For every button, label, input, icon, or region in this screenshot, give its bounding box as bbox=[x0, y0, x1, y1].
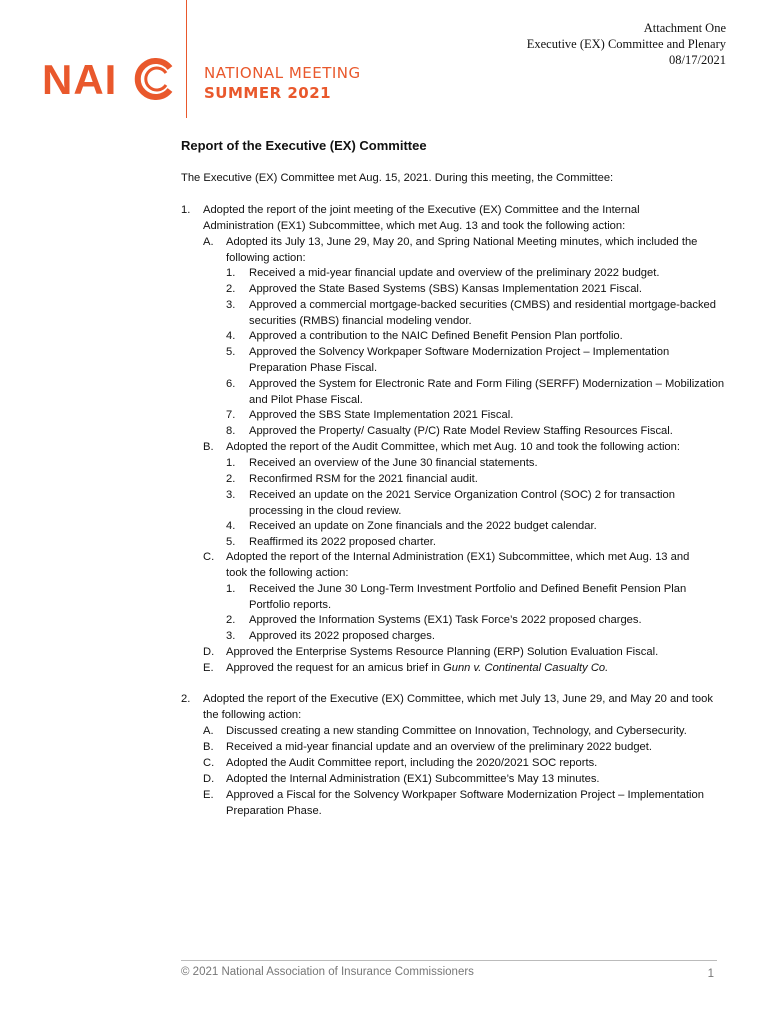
list-marker: E. bbox=[203, 789, 214, 801]
c-swirl-icon bbox=[138, 61, 170, 97]
list-marker: 6. bbox=[226, 378, 236, 390]
header-divider bbox=[186, 0, 187, 118]
list-item-text: Portfolio reports. bbox=[249, 598, 332, 611]
naic-logo-mark bbox=[42, 58, 182, 100]
list-marker: 3. bbox=[226, 299, 236, 311]
list-marker: E. bbox=[203, 662, 214, 674]
list-item-text: Approved the Information Systems (EX1) Task Force’s 2022 proposed charges. bbox=[249, 614, 642, 626]
list-item-text: Received an update on the 2021 Service Organization Control (SOC) 2 for transaction bbox=[249, 489, 675, 501]
list-item-text: Received a mid-year financial update and overview of the preliminary 2022 budget. bbox=[249, 267, 660, 279]
list-item-text: Received the June 30 Long-Term Investment Portfolio and Defined Benefit Pension Plan bbox=[249, 583, 687, 595]
list-item-text: Approved the Property/ Casualty (P/C) Rate Model Review Staffing Resources Fiscal. bbox=[249, 425, 673, 437]
list-marker: 2. bbox=[226, 283, 236, 295]
list-item-text: Approved a Fiscal for the Solvency Workpaper Software Modernization Project – Implementation bbox=[226, 789, 704, 801]
naic-logo bbox=[42, 58, 182, 105]
date-label: 08/17/2021 bbox=[669, 53, 726, 67]
list-marker: 4. bbox=[226, 330, 236, 342]
naic-logo-text: NAI bbox=[42, 58, 118, 100]
list-item-text: Approved the Enterprise Systems Resource Planning (ERP) Solution Evaluation Fiscal. bbox=[226, 646, 659, 658]
list-item-text: following action: bbox=[226, 251, 306, 264]
list-item-text: and Pilot Phase Fiscal. bbox=[249, 393, 363, 406]
list-item-text: processing in the cloud review. bbox=[249, 504, 402, 517]
list-marker: 3. bbox=[226, 489, 236, 501]
list-item-text: Adopted the report of the Internal Administration (EX1) Subcommittee, which met Aug. 13 and bbox=[226, 551, 690, 563]
list-marker: B. bbox=[203, 741, 214, 753]
meeting-line1: NATIONAL MEETING bbox=[204, 64, 361, 82]
list-item-text: Approved its 2022 proposed charges. bbox=[249, 630, 435, 642]
footer-copyright: © 2021 National Association of Insurance Commissioners bbox=[181, 966, 474, 978]
list-item-text: Preparation Phase Fiscal. bbox=[249, 361, 378, 374]
list-item-text: Received a mid-year financial update and an overview of the preliminary 2022 budget. bbox=[226, 741, 652, 753]
list-marker: D. bbox=[203, 646, 215, 658]
list-marker: 5. bbox=[226, 536, 236, 548]
report-title: Report of the Executive (EX) Committee bbox=[181, 138, 427, 153]
list-marker: 5. bbox=[226, 346, 236, 358]
attachment-header bbox=[527, 20, 726, 68]
list-item-text: took the following action: bbox=[226, 566, 349, 579]
list-marker: C. bbox=[203, 757, 215, 769]
committee-label: Executive (EX) Committee and Plenary bbox=[526, 37, 726, 51]
list-marker: B. bbox=[203, 441, 214, 453]
attachment-label: Attachment One bbox=[643, 21, 726, 35]
list-marker: 1. bbox=[226, 583, 236, 595]
list-item-text: Reaffirmed its 2022 proposed charter. bbox=[249, 536, 436, 548]
list-item-text: Adopted its July 13, June 29, May 20, and Spring National Meeting minutes, which included the bbox=[226, 236, 698, 248]
list-marker: C. bbox=[203, 551, 215, 563]
list-item-text: Approved the request for an amicus brief in Gunn v. Continental Casualty Co. bbox=[226, 662, 609, 674]
list-marker: 8. bbox=[226, 425, 236, 437]
list-marker: 7. bbox=[226, 409, 236, 421]
list-item-text: Adopted the Audit Committee report, including the 2020/2021 SOC reports. bbox=[226, 757, 598, 769]
list-marker: 1. bbox=[181, 204, 191, 216]
list-item-text: Approved the SBS State Implementation 2021 Fiscal. bbox=[249, 409, 514, 421]
list-marker: 1. bbox=[226, 267, 236, 279]
list-item-text: Preparation Phase. bbox=[226, 804, 322, 817]
footer-divider bbox=[181, 960, 717, 961]
list-marker: 2. bbox=[181, 693, 191, 705]
list-item-text: Approved a contribution to the NAIC Defined Benefit Pension Plan portfolio. bbox=[249, 330, 623, 342]
list-item-text: Adopted the report of the Executive (EX) Committee, which met July 13, June 29, and May 20 and took bbox=[203, 693, 713, 705]
list-marker: D. bbox=[203, 773, 215, 785]
list-marker: 1. bbox=[226, 457, 236, 469]
case-name: Gunn v. Continental Casualty Co. bbox=[443, 662, 609, 674]
list-item-text: Adopted the report of the joint meeting of the Executive (EX) Committee and the Internal bbox=[203, 204, 640, 216]
list-marker: 2. bbox=[226, 614, 236, 626]
list-item-text: Discussed creating a new standing Committee on Innovation, Technology, and Cybersecurity. bbox=[226, 725, 687, 737]
list-item-text: Administration (EX1) Subcommittee, which met Aug. 13 and took the following action: bbox=[203, 219, 626, 232]
list-marker: 4. bbox=[226, 520, 236, 532]
list-item-text: Adopted the report of the Audit Committee, which met Aug. 10 and took the following action: bbox=[226, 441, 680, 453]
list-marker: 3. bbox=[226, 630, 236, 642]
list-item-text: Approved the State Based Systems (SBS) Kansas Implementation 2021 Fiscal. bbox=[249, 283, 643, 295]
list-item-text: Received an update on Zone financials and the 2022 budget calendar. bbox=[249, 520, 597, 532]
list-marker: A. bbox=[203, 725, 214, 737]
list-marker: A. bbox=[203, 236, 214, 248]
report-intro: The Executive (EX) Committee met Aug. 15, 2021. During this meeting, the Committee: bbox=[181, 172, 614, 184]
list-item-text: Approved the Solvency Workpaper Software Modernization Project – Implementation bbox=[249, 346, 670, 358]
list-item-text: Reconfirmed RSM for the 2021 financial audit. bbox=[249, 473, 478, 485]
list-marker: 2. bbox=[226, 473, 236, 485]
page-number: 1 bbox=[707, 968, 714, 980]
list-item-text: Approved the System for Electronic Rate and Form Filing (SERFF) Modernization – Mobilization bbox=[249, 378, 725, 390]
meeting-line2: SUMMER 2021 bbox=[204, 84, 332, 102]
list-item-text: the following action: bbox=[203, 708, 302, 721]
list-item-text: Approved a commercial mortgage-backed securities (CMBS) and residential mortgage-backed bbox=[249, 299, 716, 311]
list-item-text: Adopted the Internal Administration (EX1) Subcommittee’s May 13 minutes. bbox=[226, 773, 600, 785]
list-item-text: Received an overview of the June 30 financial statements. bbox=[249, 457, 538, 469]
list-item-text: securities (RMBS) financial modeling vendor. bbox=[249, 314, 472, 327]
meeting-title bbox=[204, 63, 361, 103]
